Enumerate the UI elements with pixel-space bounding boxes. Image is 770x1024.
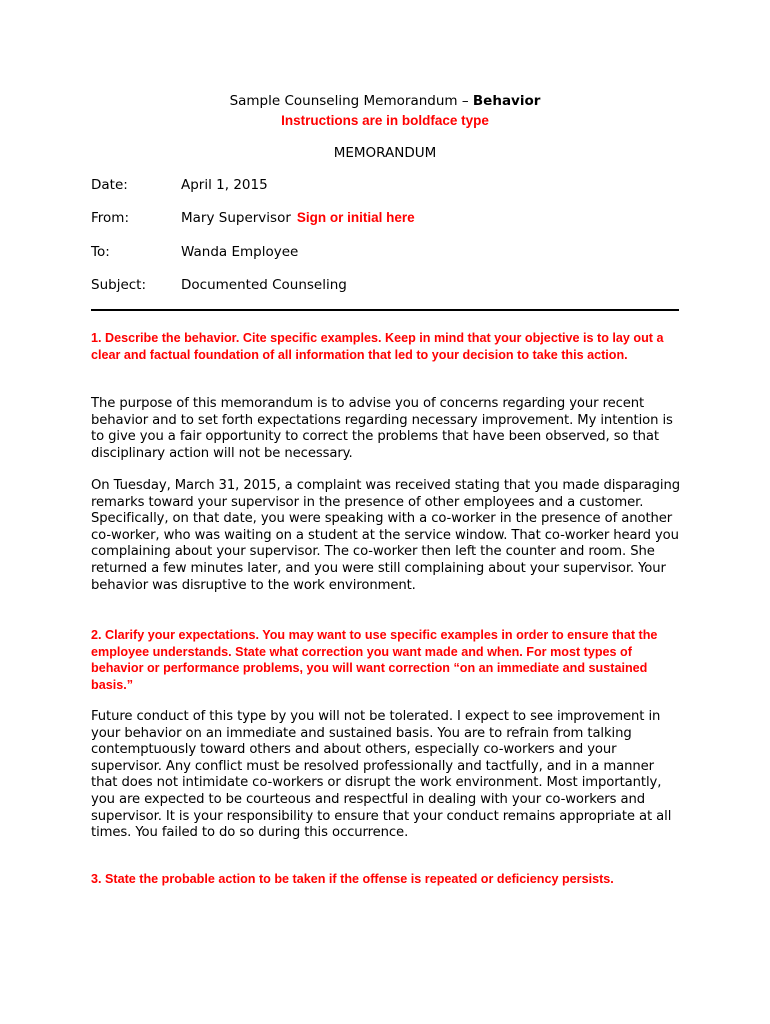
section-3-instruction: 3. State the probable action to be taken if the offense is repeated or deficiency persists. [91, 872, 614, 886]
header-subject-row [91, 277, 691, 297]
subject-value: Documented Counseling [181, 277, 347, 293]
document-title [0, 93, 770, 109]
title-bold-text: Behavior [472, 93, 541, 109]
header-to-row [91, 244, 691, 264]
instructions-note: Instructions are in boldface type [281, 113, 489, 128]
from-value: Mary Supervisor [181, 210, 291, 226]
subject-label: Subject: [91, 277, 147, 293]
header-divider [91, 309, 679, 311]
from-label: From: [91, 210, 129, 226]
memorandum-heading: MEMORANDUM [333, 145, 437, 161]
date-label: Date: [91, 177, 128, 193]
section-1-paragraph-1: The purpose of this memorandum is to advise you of concerns regarding your recent behavior and to set forth expectations regarding necessary improvement. My intention is to give you a fair opportunity to correct the problems that have been observed, so that disciplinary action will not be necessary. [91, 396, 673, 461]
section-2-instruction: 2. Clarify your expectations. You may want to use specific examples in order to ensure that the employee understands. State what correction you want made and when. For most types of behavior or performance problems, you will want correction “on an immediate and sustained basis.” [91, 628, 658, 692]
section-2-paragraph-1: Future conduct of this type by you will not be tolerated. I expect to see improvement in your behavior on an immediate and sustained basis. You are to refrain from talking contemptuously toward others and about others, especially co-workers and your supervisor. Any conflict must be resolved professionally and tactfully, and in a manner that does not intimidate co-workers or disrupt the work environment. Most importantly, you are expected to be courteous and respectful in dealing with your co-workers and supervisor. It is your responsibility to ensure that your conduct remains appropriate at all times. You failed to do so during this occurrence. [91, 709, 672, 841]
title-text: Sample Counseling Memorandum – [229, 93, 473, 109]
sign-initial-note: Sign or initial here [296, 210, 415, 225]
section-1-paragraph-2: On Tuesday, March 31, 2015, a complaint was received stating that you made disparaging remarks toward your supervisor in the presence of other employees and a customer. Specifically, on that date, you were speaking with a co-worker in the presence of another co-worker, who was waiting on a student at the service window. That co-worker heard you complaining about your supervisor. The co-worker then left the counter and room. She returned a few minutes later, and you were still complaining about your supervisor. Your behavior was disruptive to the work environment. [91, 478, 680, 593]
to-label: To: [91, 244, 110, 260]
header-from-row [91, 210, 691, 230]
header-date-row [91, 177, 691, 197]
to-value: Wanda Employee [181, 244, 299, 260]
date-value: April 1, 2015 [181, 177, 268, 193]
section-1-instruction: 1. Describe the behavior. Cite specific examples. Keep in mind that your objective is to lay out a clear and factual foundation of all information that led to your decision to take this action. [91, 331, 664, 362]
from-value-group [181, 210, 415, 226]
